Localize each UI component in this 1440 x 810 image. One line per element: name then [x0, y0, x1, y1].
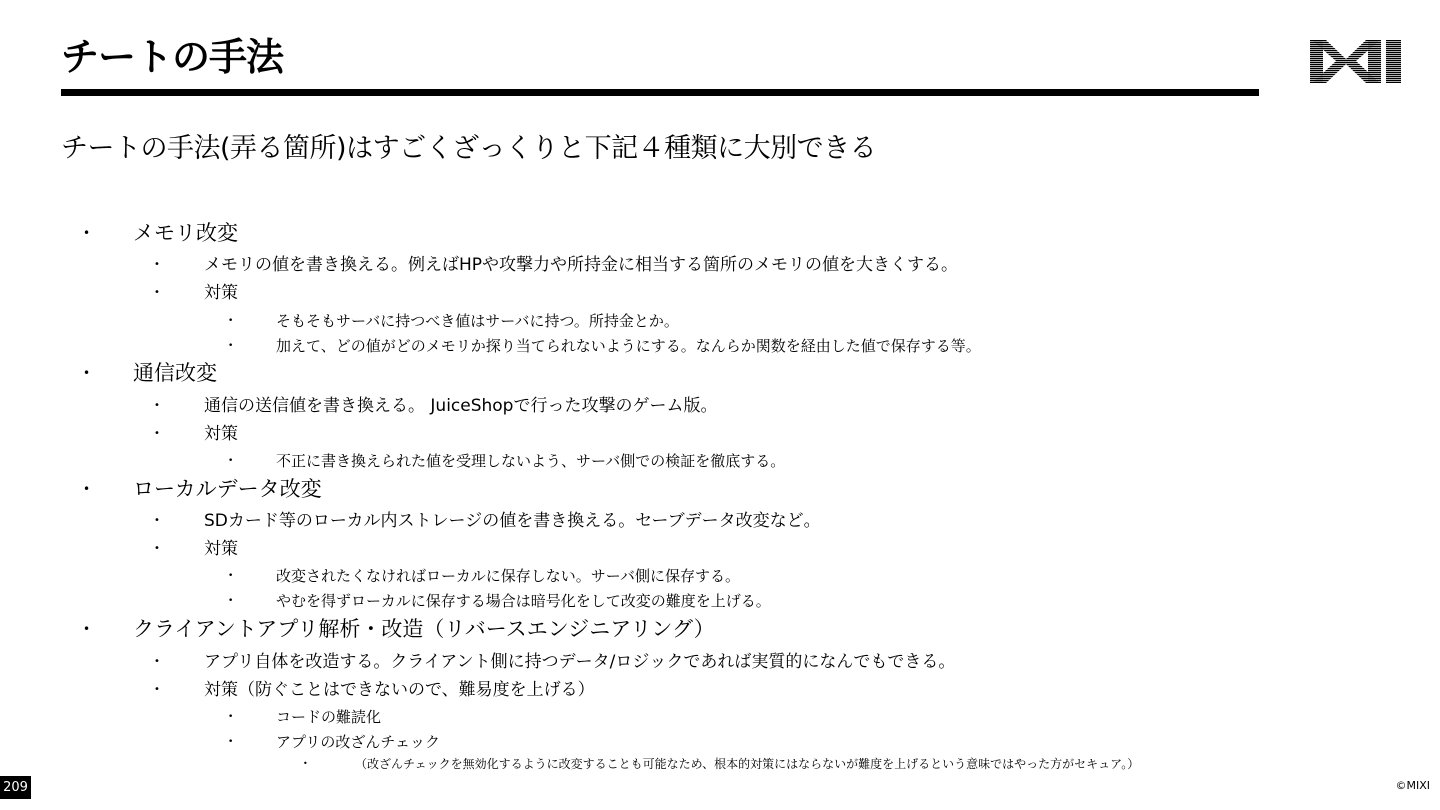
bullet-text: 対策（防ぐことはできないので、難易度を上げる） [204, 680, 595, 700]
bullet-memory-description [154, 253, 959, 277]
bullet-memory-countermeasure-2 [228, 336, 981, 356]
bullet-text: SDカード等のローカル内ストレージの値を書き換える。セーブデータ改変など。 [204, 511, 821, 531]
bullet-text: メモリ改変 [133, 221, 238, 245]
bullet-text: クライアントアプリ解析・改造（リバースエンジニアリング） [133, 617, 715, 641]
bullet-text: 対策 [204, 283, 238, 303]
bullet-text: 改変されたくなければローカルに保存しない。サーバ側に保存する。 [276, 567, 740, 585]
bullet-text: 対策 [204, 539, 238, 559]
mixi-logo [1310, 40, 1402, 83]
bullet-dot: • [154, 259, 160, 270]
bullet-dot: • [228, 456, 234, 466]
bullet-text: 通信の送信値を書き換える。 JuiceShopで行った攻撃のゲーム版。 [204, 396, 718, 416]
bullet-dot: • [154, 515, 160, 526]
bullet-dot: • [154, 684, 160, 695]
bullet-client-app-countermeasure [154, 678, 595, 702]
title-divider [61, 89, 1259, 96]
bullet-dot: • [154, 543, 160, 554]
bullet-dot: • [228, 712, 234, 722]
bullet-text: コードの難読化 [276, 708, 382, 726]
bullet-memory-countermeasure [154, 281, 238, 305]
bullet-dot: • [228, 596, 234, 606]
bullet-local-data-description [154, 509, 821, 533]
slide-subtitle: チートの手法(弄る箇所)はすごくざっくりと下記４種類に大別できる [61, 133, 877, 164]
bullet-text: 不正に書き換えられた値を受理しないよう、サーバ側での検証を徹底する。 [276, 452, 786, 470]
slide-title: チートの手法 [61, 35, 284, 79]
bullet-network-countermeasure-1 [228, 451, 786, 471]
bullet-client-app-countermeasure-2 [228, 732, 440, 752]
bullet-dot: • [83, 482, 91, 496]
bullet-local-data-tampering [83, 475, 322, 503]
bullet-dot: • [154, 656, 160, 667]
bullet-dot: • [228, 341, 234, 351]
bullet-text: 対策 [204, 424, 238, 444]
bullet-dot: • [83, 226, 91, 240]
bullet-dot: • [83, 366, 91, 380]
bullet-network-countermeasure [154, 422, 238, 446]
bullet-local-data-countermeasure-2 [228, 591, 771, 611]
bullet-dot: • [303, 759, 308, 768]
bullet-text: 通信改変 [133, 361, 217, 385]
bullet-network-tampering [83, 359, 217, 387]
bullet-dot: • [228, 571, 234, 581]
bullet-client-app-description [154, 650, 956, 674]
bullet-client-app-countermeasure-1 [228, 707, 382, 727]
bullet-network-description [154, 394, 718, 418]
bullet-text: 加えて、どの値がどのメモリか探り当てられないようにする。なんらか関数を経由した値で保存する等。 [276, 337, 981, 355]
bullet-memory-tampering [83, 219, 238, 247]
bullet-dot: • [154, 287, 160, 298]
bullet-local-data-countermeasure-1 [228, 566, 740, 586]
copyright-notice: ©MIXI [1395, 779, 1430, 792]
bullet-text: アプリ自体を改造する。クライアント側に持つデータ/ロジックであれば実質的になんでもできる。 [204, 652, 956, 672]
bullet-text: メモリの値を書き換える。例えばHPや攻撃力や所持金に相当する箇所のメモリの値を大きくする。 [204, 255, 959, 275]
bullet-client-app-note [303, 756, 1140, 772]
bullet-client-app-reversing [83, 615, 715, 643]
page-number: 209 [0, 776, 31, 799]
bullet-text: そもそもサーバに持つべき値はサーバに持つ。所持金とか。 [276, 312, 679, 330]
bullet-dot: • [83, 622, 91, 636]
bullet-text: ローカルデータ改変 [133, 477, 322, 501]
bullet-text: アプリの改ざんチェック [276, 733, 440, 751]
bullet-dot: • [154, 400, 160, 411]
bullet-text: やむを得ずローカルに保存する場合は暗号化をして改変の難度を上げる。 [276, 592, 771, 610]
bullet-memory-countermeasure-1 [228, 311, 679, 331]
bullet-dot: • [228, 316, 234, 326]
bullet-dot: • [228, 737, 234, 747]
bullet-text: （改ざんチェックを無効化するように改変することも可能なため、根本的対策にはならないが難度を上げるという意味ではやった方がセキュア。） [355, 757, 1140, 771]
bullet-dot: • [154, 428, 160, 439]
bullet-local-data-countermeasure [154, 537, 238, 561]
